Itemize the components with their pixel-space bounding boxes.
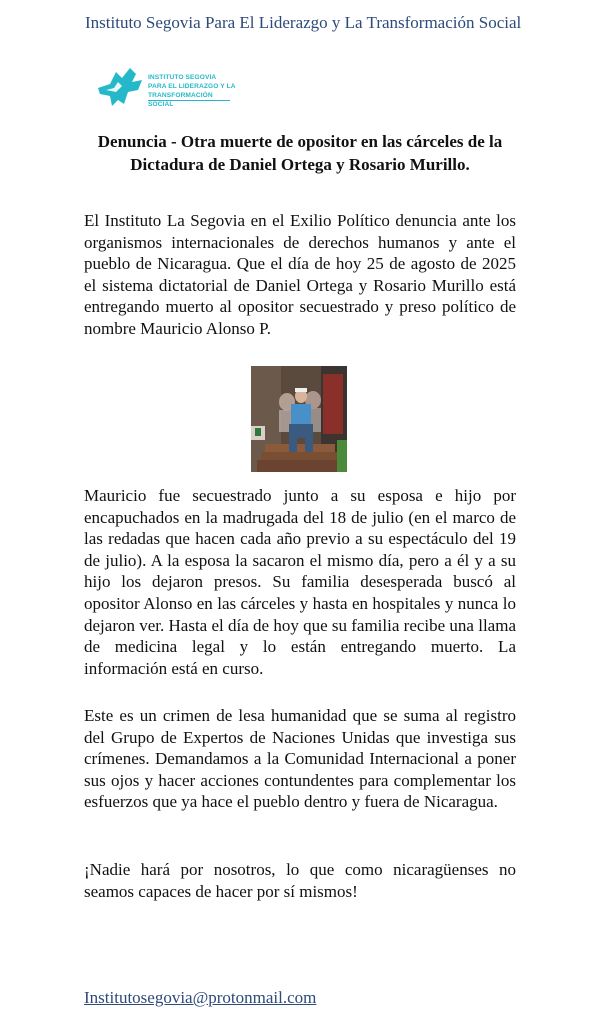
paragraph-4: ¡Nadie hará por nosotros, lo que como nicaragüenses no seamos capaces de hacer por sí mismos! [84, 860, 516, 901]
logo-text: INSTITUTO SEGOVIA PARA EL LIDERAZGO Y LA TRANSFORMACIÓN SOCIAL [148, 74, 236, 108]
dove-map-logo-icon [96, 66, 146, 110]
paragraph-2: Mauricio fue secuestrado junto a su esposa e hijo por encapuchados en la madrugada del 18 de julio (en el marco de las redadas que hacen cada año previo a su espectáculo del 19 de julio). A la esposa la sacaron el mismo día, pero a él y a su hijo los dejaron presos. Su familia desesperada buscó al opositor Alonso en las cárceles y hasta en hospitales y nunca lo dejaron ver. Hasta el día de hoy que su familia recibe una llama de medicina legal y lo están entregando muerto. La información está en curso. [84, 486, 516, 678]
paragraph-3: Este es un crimen de lesa humanidad que se suma al registro del Grupo de Expertos de Naciones Unidas que investiga sus crímenes. Demandamos a la Comunidad Internacional a poner sus ojos y hacer acciones contundentes para complementar los esfuerzos que ya hace el pueblo dentro y fuera de Nicaragua. [84, 706, 516, 812]
victim-photo [251, 366, 347, 472]
paragraph-1: El Instituto La Segovia en el Exilio Político denuncia ante los organismos internacionales de derechos humanos y ante el pueblo de Nicaragua. Que el día de hoy 25 de agosto de 2025 el sistema dictatorial de Daniel Ortega y Rosario Murillo está entregando muerto al opositor secuestrado y preso político de nombre Mauricio Alonso P. [84, 211, 516, 338]
contact-email-link[interactable]: Institutosegovia@protonmail.com [84, 988, 317, 1007]
document-title: Denuncia - Otra muerte de opositor en las cárceles de la Dictadura de Daniel Ortega y Rosario Murillo. [97, 132, 503, 174]
document-header: Instituto Segovia Para El Liderazgo y La Transformación Social [85, 13, 522, 32]
logo-divider [148, 100, 230, 101]
institute-logo [96, 66, 236, 110]
